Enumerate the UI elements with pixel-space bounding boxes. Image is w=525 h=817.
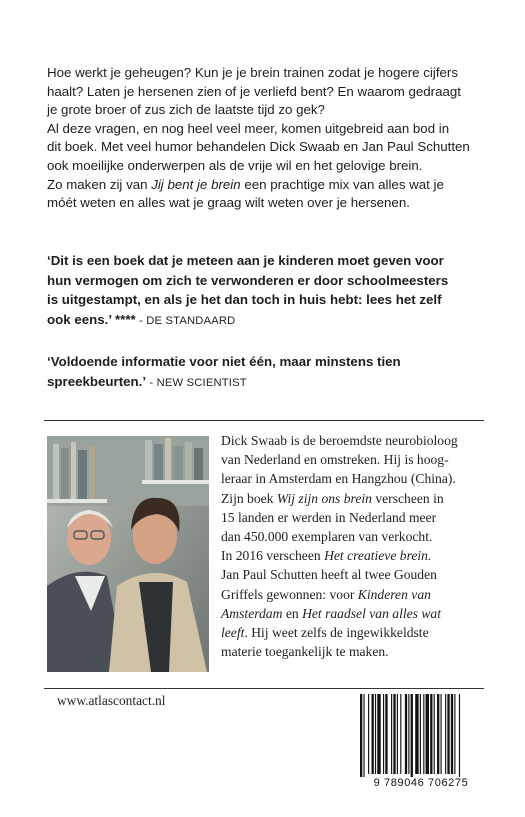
book-title: Kinderen van	[357, 586, 431, 602]
quote-text: spreekbeurten.’	[47, 373, 147, 389]
barcode-bar	[408, 694, 409, 774]
blurb-line: haalt? Laten je hersenen zien of je verliefd bent? En waarom gedraagt	[47, 83, 461, 99]
review-quote-new-scientist	[47, 352, 487, 393]
bio-line	[221, 604, 491, 623]
barcode-bar	[383, 694, 384, 774]
bio-text: Griffels gewonnen: voor	[221, 586, 358, 602]
quote-line: is uitgestampt, en als je het dan toch in huis hebt: lees het zelf	[47, 292, 442, 308]
barcode-bar	[426, 694, 429, 774]
quote-text: ook eens.’ ****	[47, 311, 136, 327]
barcode-bar	[385, 694, 387, 774]
bio-line: dan 450.000 exemplaren van verkocht.	[221, 529, 433, 545]
blurb-line: Hoe werkt je geheugen? Kun je je brein trainen zodat je hogere cijfers	[47, 65, 458, 80]
blurb-line: móét weten en alles wat je graag wilt weten over je hersenen.	[47, 195, 410, 211]
barcode-bar	[400, 694, 401, 774]
blurb-line: dit boek. Met veel humor behandelen Dick Swaab en Jan Paul Schutten	[47, 139, 470, 155]
barcode-bar	[368, 694, 369, 774]
bio-line	[221, 546, 491, 565]
barcode-bar	[360, 694, 362, 778]
barcode-bar	[420, 694, 421, 774]
quote-line	[47, 372, 487, 394]
blurb-text: een prachtige mix van alles wat je	[240, 176, 444, 192]
bio-line: Jan Paul Schutten heeft al twee Gouden	[221, 567, 437, 583]
book-title: leeft	[221, 625, 245, 641]
barcode-bar	[445, 694, 446, 774]
barcode-bar	[441, 694, 442, 774]
bio-text: In 2016 verscheen	[221, 548, 325, 564]
barcode-bar	[437, 694, 439, 774]
quote-line: ‘Voldoende informatie voor niet één, maar minstens tien	[47, 354, 401, 369]
barcode-bar	[415, 694, 418, 774]
blurb-line: Al deze vragen, en nog heel veel meer, komen uitgebreid aan bod in	[47, 120, 450, 136]
author-photo	[47, 436, 209, 672]
barcode-bar	[375, 694, 376, 774]
barcode-bar	[459, 694, 460, 778]
blurb-line: ook moeilijke onderwerpen als de vrije wil en het gelovige brein.	[47, 157, 423, 173]
book-title: Jij bent je brein	[151, 176, 241, 192]
barcode-bar	[434, 694, 435, 774]
author-bio	[221, 431, 491, 661]
blurb-line: je grote broer of zus zich de laatste tijd zo gek?	[47, 102, 325, 118]
bio-line: leraar in Amsterdam en Hangzhou (China).	[221, 471, 456, 487]
bio-line	[221, 585, 491, 604]
bio-line: 15 landen er werden in Nederland meer	[221, 509, 437, 525]
blurb-text: Zo maken zij van	[47, 176, 152, 192]
publisher-website[interactable]: www.atlascontact.nl	[57, 693, 166, 708]
barcode-bar	[391, 694, 392, 774]
book-title: Wij zijn ons brein	[276, 490, 372, 506]
bio-line: van Nederland en omstreken. Hij is hoog-	[221, 452, 449, 468]
review-quote-de-standaard	[47, 251, 487, 331]
bio-line: materie toegankelijk te maken.	[221, 644, 389, 660]
barcode-bar	[397, 694, 398, 774]
bio-text: en	[282, 605, 303, 621]
bio-text: Zijn boek	[221, 490, 277, 506]
barcode-bar	[393, 694, 395, 774]
author-photo-image	[47, 436, 209, 672]
book-title: Amsterdam	[221, 605, 283, 621]
isbn-barcode	[356, 692, 486, 790]
bio-line	[221, 489, 491, 508]
barcode-bar	[454, 694, 455, 774]
barcode-bar	[423, 694, 424, 774]
quote-line: hun vermogen om zich te verwonderen er door schoolmeesters	[47, 272, 449, 288]
bio-line: Dick Swaab is de beroemdste neurobioloog	[221, 433, 458, 448]
barcode-bar	[451, 694, 453, 774]
barcode-bar	[377, 694, 380, 774]
quote-line: ‘Dit is een boek dat je meteen aan je kinderen moet geven voor	[47, 253, 444, 268]
book-title: Het raadsel van alles wat	[302, 605, 442, 621]
barcode-bars	[356, 692, 486, 790]
back-cover-blurb	[47, 64, 485, 213]
barcode-bar	[411, 694, 413, 778]
bio-text: verscheen in	[371, 490, 444, 506]
bio-text: . Hij weet zelfs de ingewikkeldste	[244, 625, 429, 641]
bio-line	[221, 623, 491, 642]
barcode-bar	[372, 694, 374, 774]
quote-line	[47, 310, 487, 332]
blurb-line	[47, 176, 485, 195]
book-title: Het creatieve brein.	[324, 548, 432, 564]
barcode-bar	[447, 694, 449, 774]
quote-source: - NEW SCIENTIST	[146, 376, 247, 389]
isbn-number: 9 789046 706275	[356, 777, 486, 789]
barcode-bar	[430, 694, 432, 774]
barcode-bar	[363, 694, 364, 778]
quote-source: - DE STANDAARD	[135, 314, 236, 327]
divider-bottom	[44, 688, 484, 689]
barcode-bar	[405, 694, 407, 774]
divider-top	[44, 420, 484, 421]
